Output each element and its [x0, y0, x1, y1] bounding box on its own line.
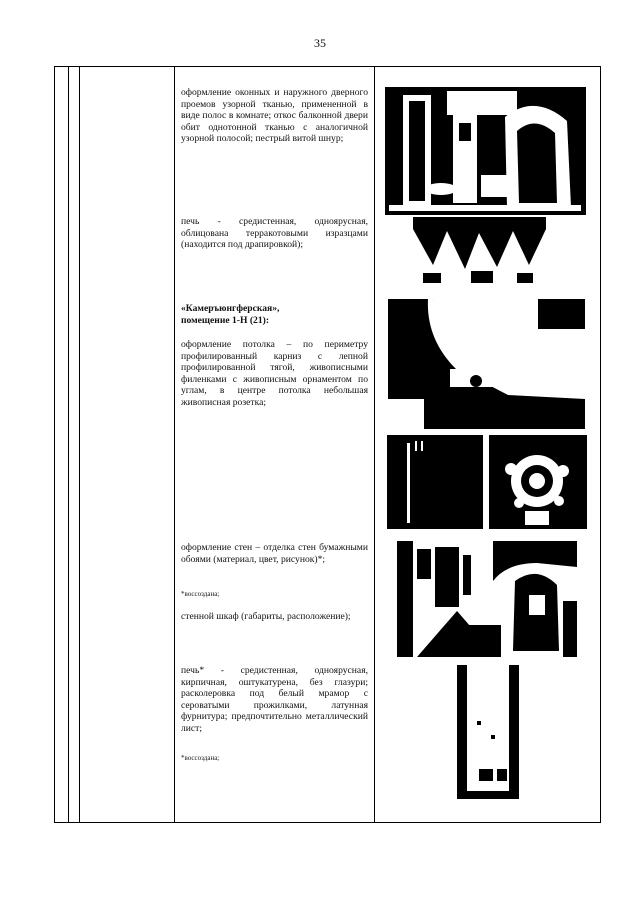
photo-ceiling-cornice: [388, 299, 585, 429]
stove-draped-text: печь - средистенная, одноярусная, облицована терракотовыми изразцами (находится под драпировкой);: [181, 216, 368, 251]
photo-stove-drapery: [413, 217, 546, 283]
page-number: 35: [314, 36, 326, 50]
facade-windows-text: оформление оконных и наружного дверного проемов узорной тканью, примененной в виде полос в комнате; откос балконной двери обит однотонной тканью с аналогичной узорной полосой; пестрый витой шнур;: [181, 87, 368, 145]
photo-ceiling-panel: [387, 435, 483, 529]
wardrobe-text: стенной шкаф (габариты, расположение);: [181, 611, 351, 622]
stove-note: *воссоздана;: [181, 754, 220, 762]
column-divider: [79, 67, 80, 822]
stove-white-text: печь* - средистенная, одноярусная, кирпичная, оштукатурена, без глазури; расколеровка под белый мрамор с сероватыми прожилками, латунная фурнитура; предпочтительно металлический лист;: [181, 665, 368, 734]
room-subtitle: помещение 1-Н (21):: [181, 315, 270, 326]
column-divider: [68, 67, 69, 822]
photo-ceiling-rosette: [489, 435, 587, 529]
ceiling-text: оформление потолка – по периметру профилированный карниз с лепной профилированной тягой, живописными филенками с живописным орнаментом по углам, в центре потолка небольшая живописная розетка;: [181, 339, 368, 408]
monument-table: [54, 66, 601, 823]
column-divider: [374, 67, 375, 822]
photo-white-stove: [457, 665, 519, 799]
room-title: «Камеръюнгферская»,: [181, 303, 280, 314]
photo-room-wallpaper: [397, 541, 577, 657]
column-divider: [174, 67, 175, 822]
photo-window-drapery: [385, 87, 586, 215]
walls-note: *воссоздана;: [181, 590, 220, 598]
walls-text: оформление стен – отделка стен бумажными обоями (материал, цвет, рисунок)*;: [181, 542, 368, 565]
